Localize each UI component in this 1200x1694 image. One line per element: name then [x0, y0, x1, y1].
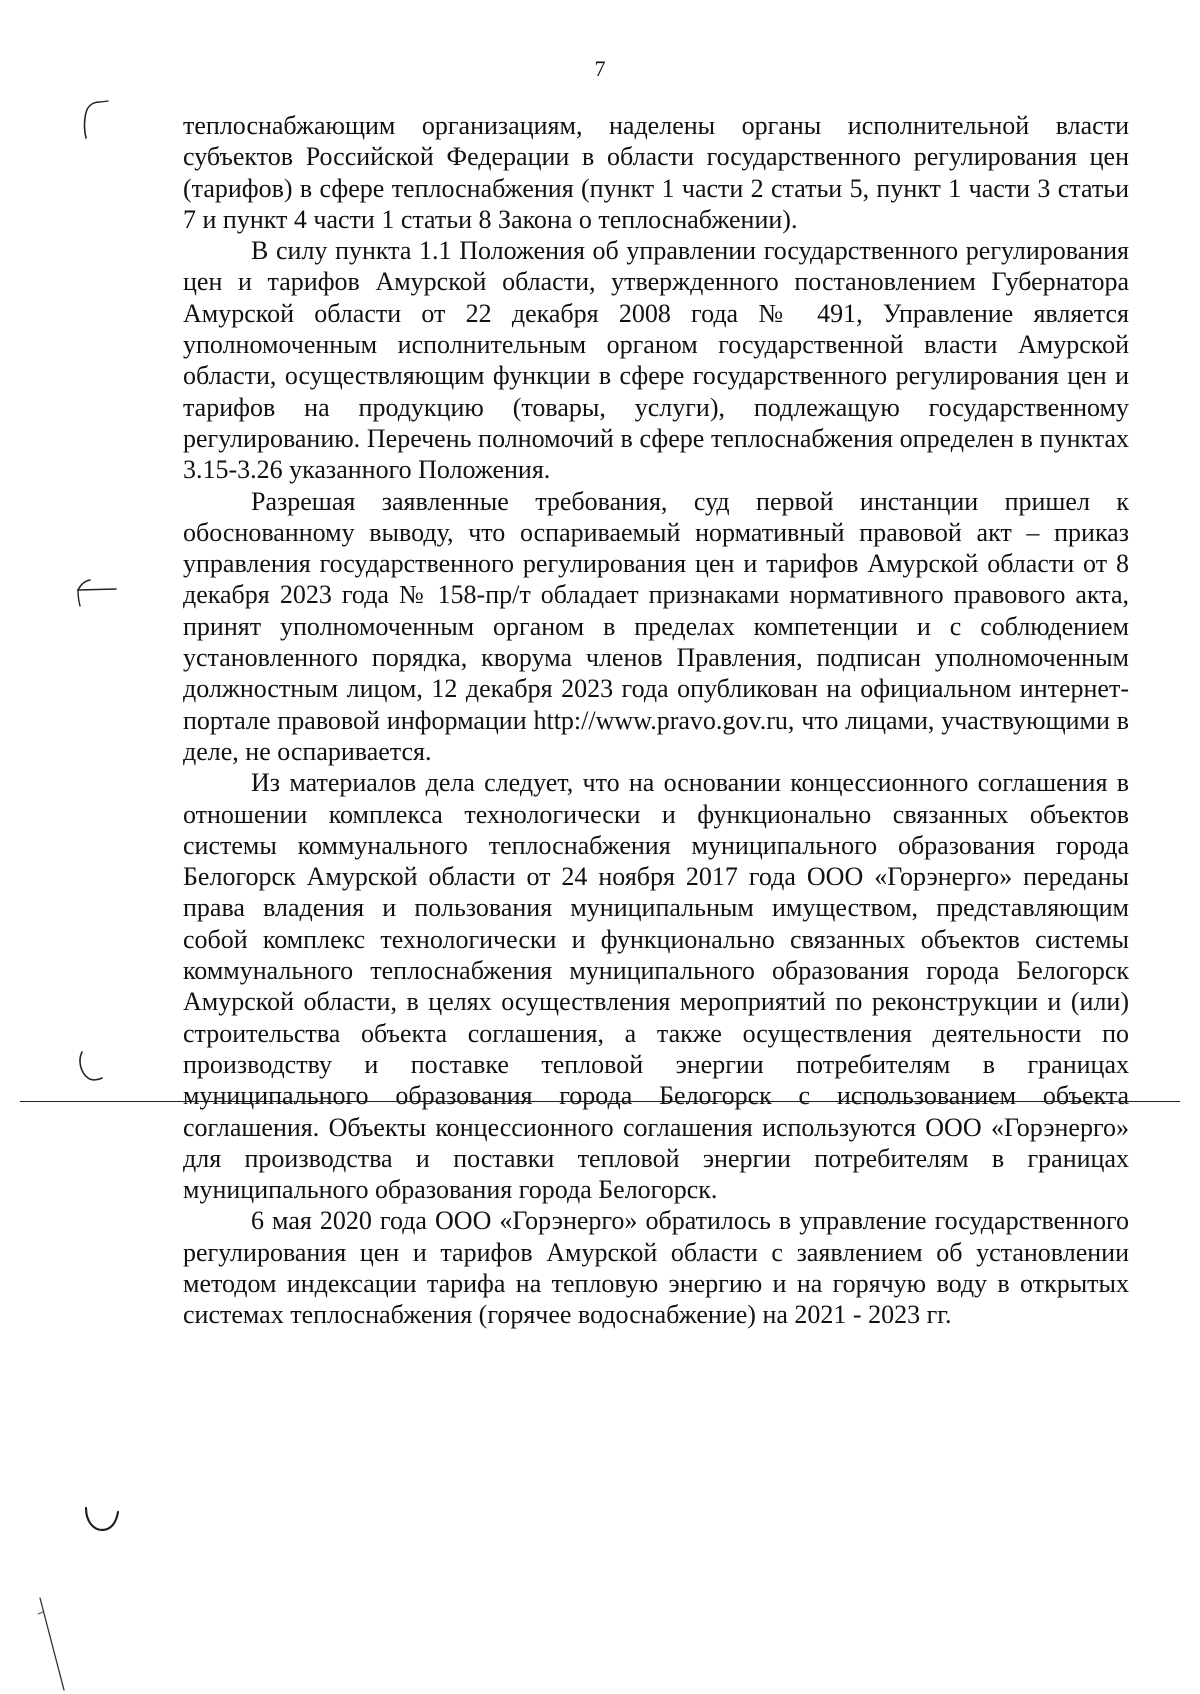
- margin-mark-corner-stroke: [34, 1594, 74, 1694]
- margin-mark-top-bracket: [76, 96, 116, 142]
- margin-mark-bottom-cup: [80, 1502, 124, 1538]
- paragraph-2: В силу пункта 1.1 Положения об управлении государственного регулирования цен и тарифов Амурской области, утвержденного постановлением Губернатора Амурской области от 22 декабря 2008 года № 491, Управление является уполномоченным исполнительным органом государственной власти Амурской области, осуществляющим функции в сфере государственного регулирования цен и тарифов на продукцию (товары, услуги), подлежащую государственному регулированию. Перечень полномочий в сфере теплоснабжения определен в пунктах 3.15-3.26 указанного Положения.: [183, 236, 1129, 485]
- document-body: [183, 110, 1129, 1331]
- page-number: 7: [594, 56, 606, 81]
- paragraph-1: теплоснабжающим организациям, наделены органы исполнительной власти субъектов Российской Федерации в области государственного регулирования цен (тарифов) в сфере теплоснабжения (пункт 1 части 2 статьи 5, пункт 1 части 3 статьи 7 и пункт 4 части 1 статьи 8 Закона о теплоснабжении).: [183, 111, 1129, 234]
- paragraph-5: 6 мая 2020 года ООО «Горэнерго» обратилось в управление государственного регулирования цен и тарифов Амурской области с заявлением об установлении методом индексации тарифа на тепловую энергию и на горячую воду в открытых системах теплоснабжения (горячее водоснабжение) на 2021 - 2023 гг.: [183, 1206, 1129, 1330]
- scan-line-artifact: [20, 1101, 1180, 1102]
- margin-mark-mid-curve: [72, 1046, 112, 1090]
- paragraph-3: Разрешая заявленные требования, суд первой инстанции пришел к обоснованному выводу, что оспариваемый нормативный правовой акт – приказ управления государственного регулирования цен и тарифов Амурской области от 8 декабря 2023 года № 158-пр/т обладает признаками нормативного правового акта, принят уполномоченным органом в пределах компетенции и с соблюдением установленного порядка, кворума членов Правления, подписан уполномоченным должностным лицом, 12 декабря 2023 года опубликован на официальном интернет-портале правовой информации http://www.pravo.gov.ru, что лицами, участвующими в деле, не оспаривается.: [183, 486, 1129, 766]
- paragraph-4: Из материалов дела следует, что на основании концессионного соглашения в отношении комплекса технологически и функционально связанных объектов системы коммунального теплоснабжения муниципального образования города Белогорск Амурской области от 24 ноября 2017 года ООО «Горэнерго» переданы права владения и пользования муниципальным имуществом, представляющим собой комплекс технологически и функционально связанных объектов системы коммунального теплоснабжения муниципального образования города Белогорск Амурской области, в целях осуществления мероприятий по реконструкции и (или) строительства объекта соглашения, а также осуществления деятельности по производству и поставке тепловой энергии потребителям в границах муниципального образования города Белогорск с использованием объекта соглашения. Объекты концессионного соглашения используются ООО «Горэнерго» для производства и поставки тепловой энергии потребителям в границах муниципального образования города Белогорск.: [183, 768, 1129, 1205]
- margin-mark-arrow: [72, 572, 122, 612]
